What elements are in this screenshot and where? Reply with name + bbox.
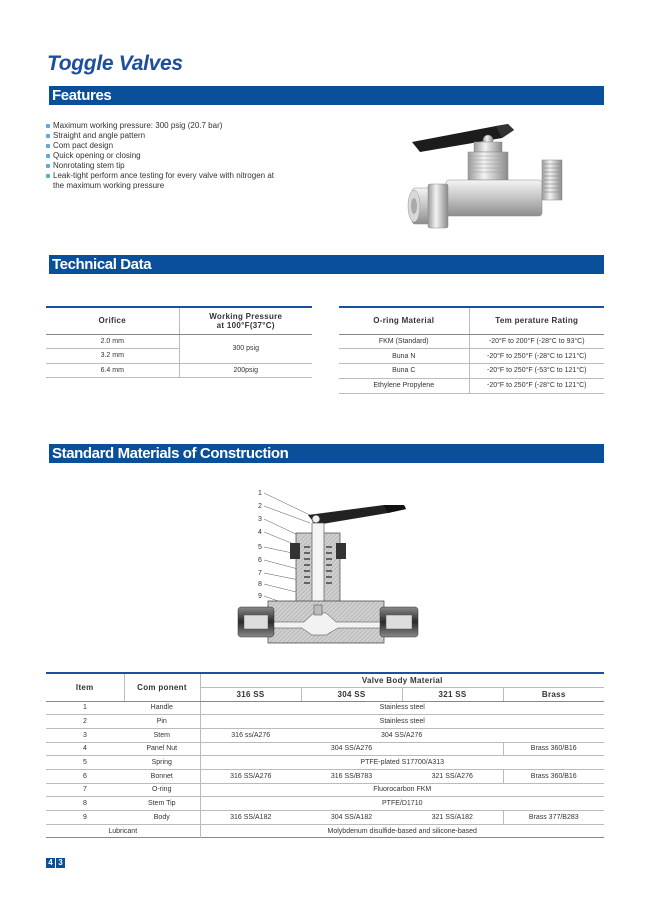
callout-7: 7 <box>258 570 262 577</box>
component-cell: Handle <box>124 701 200 715</box>
component-cell: Pin <box>124 715 200 729</box>
table-row <box>339 364 604 379</box>
orifice-cell: 3.2 mm <box>46 349 179 364</box>
lubricant-label: Lubricant <box>46 824 200 838</box>
table-row <box>46 728 604 742</box>
toggle-valve-photo <box>398 104 584 252</box>
temperature-cell: -20°F to 250°F (-53°C to 121°C) <box>469 364 604 379</box>
temperature-cell: -20°F to 200°F (-28°C to 93°C) <box>469 334 604 349</box>
component-cell: Bonnet <box>124 769 200 783</box>
table-row <box>46 783 604 797</box>
material-cell: 321 SS/A182 <box>402 811 503 825</box>
item-cell: 6 <box>46 769 124 783</box>
oring-material-cell: Ethylene Propylene <box>339 378 469 393</box>
callout-6: 6 <box>258 557 262 564</box>
feature-item: Quick opening or closing <box>46 151 286 161</box>
component-header: Com ponent <box>124 673 200 701</box>
feature-item: Maximum working pressure: 300 psig (20.7 bar) <box>46 121 286 131</box>
material-header-brass: Brass <box>503 687 604 701</box>
callout-1: 1 <box>258 490 262 497</box>
materials-table <box>46 672 604 838</box>
material-cell: PTFE-plated S17700/A313 <box>200 756 604 770</box>
features-heading: Features <box>52 87 112 104</box>
oring-table <box>339 306 604 394</box>
material-cell: 316 SS/A276 <box>200 769 301 783</box>
section-notch <box>46 444 49 463</box>
component-cell: Spring <box>124 756 200 770</box>
item-cell: 4 <box>46 742 124 756</box>
valve-cross-section-diagram <box>234 483 424 655</box>
material-header-316: 316 SS <box>200 687 301 701</box>
item-cell: 5 <box>46 756 124 770</box>
material-cell: 321 SS/A276 <box>402 769 503 783</box>
materials-heading: Standard Materials of Construction <box>52 445 289 462</box>
material-cell: Brass 360/B16 <box>503 742 604 756</box>
table-row <box>46 824 604 838</box>
temperature-header: Tem perature Rating <box>469 307 604 334</box>
callout-8: 8 <box>258 581 262 588</box>
table-row <box>46 769 604 783</box>
material-cell: Stainless steel <box>200 715 604 729</box>
material-cell: Fluorocarbon FKM <box>200 783 604 797</box>
material-cell: 316 ss/A276 <box>200 728 301 742</box>
component-cell: Panel Nut <box>124 742 200 756</box>
feature-item: Nonrotating stem tip <box>46 161 286 171</box>
material-cell: Stainless steel <box>200 701 604 715</box>
technical-heading: Technical Data <box>52 256 152 273</box>
table-row <box>339 349 604 364</box>
table-row <box>46 334 312 349</box>
table-row <box>46 715 604 729</box>
material-header-321: 321 SS <box>402 687 503 701</box>
feature-item: Straight and angle pattern <box>46 131 286 141</box>
table-row <box>46 811 604 825</box>
material-cell: 316 SS/B783 <box>301 769 402 783</box>
orifice-table <box>46 306 312 378</box>
page-number <box>46 858 65 868</box>
pressure-cell: 200psig <box>179 363 312 378</box>
temperature-cell: -20°F to 250°F (-28°C to 121°C) <box>469 378 604 393</box>
temperature-cell: -20°F to 250°F (-28°C to 121°C) <box>469 349 604 364</box>
table-row <box>46 756 604 770</box>
component-cell: Stem Tip <box>124 797 200 811</box>
item-cell: 2 <box>46 715 124 729</box>
pressure-cell: 300 psig <box>179 334 312 363</box>
section-notch <box>46 86 49 105</box>
valve-body-material-header: Valve Body Material <box>200 673 604 687</box>
orifice-cell: 6.4 mm <box>46 363 179 378</box>
oring-material-cell: FKM (Standard) <box>339 334 469 349</box>
material-cell: PTFE/D1710 <box>200 797 604 811</box>
section-notch <box>46 255 49 274</box>
page-title: Toggle Valves <box>47 52 183 75</box>
material-cell: Brass 377/B283 <box>503 811 604 825</box>
item-cell: 9 <box>46 811 124 825</box>
feature-item: Com pact design <box>46 141 286 151</box>
orifice-header: Orifice <box>46 307 179 334</box>
pressure-header-line2: at 100°F(37°C) <box>216 320 275 330</box>
material-header-304: 304 SS <box>301 687 402 701</box>
oring-material-cell: Buna N <box>339 349 469 364</box>
material-cell: 304 SS/A182 <box>301 811 402 825</box>
material-cell: 304 SS/A276 <box>301 728 604 742</box>
material-cell: Brass 360/B16 <box>503 769 604 783</box>
component-cell: Body <box>124 811 200 825</box>
item-cell: 8 <box>46 797 124 811</box>
item-cell: 1 <box>46 701 124 715</box>
callout-3: 3 <box>258 516 262 523</box>
item-header: Item <box>46 673 124 701</box>
oring-material-cell: Buna C <box>339 364 469 379</box>
item-cell: 3 <box>46 728 124 742</box>
table-row <box>46 797 604 811</box>
orifice-cell: 2.0 mm <box>46 334 179 349</box>
table-row <box>46 363 312 378</box>
item-cell: 7 <box>46 783 124 797</box>
pressure-header-line1: Working Pressure <box>209 311 283 321</box>
table-row <box>46 742 604 756</box>
lubricant-value: Molybdenum disulfide-based and silicone-based <box>200 824 604 838</box>
materials-section-bar <box>46 444 604 463</box>
page-number-digit: 4 <box>46 858 55 868</box>
component-cell: O-ring <box>124 783 200 797</box>
features-section-bar <box>46 86 604 105</box>
table-row <box>339 378 604 393</box>
page-number-digit: 3 <box>56 858 65 868</box>
callout-4: 4 <box>258 529 262 536</box>
material-cell: 316 SS/A182 <box>200 811 301 825</box>
callout-2: 2 <box>258 503 262 510</box>
callout-9: 9 <box>258 593 262 600</box>
features-list <box>46 121 286 191</box>
feature-item: Leak-tight perform ance testing for every valve with nitrogen at the maximum working pressure <box>46 171 286 191</box>
technical-section-bar <box>46 255 604 274</box>
table-row <box>46 701 604 715</box>
table-row <box>339 334 604 349</box>
callout-5: 5 <box>258 544 262 551</box>
component-cell: Stem <box>124 728 200 742</box>
material-cell: 304 SS/A276 <box>200 742 503 756</box>
pressure-header <box>179 307 312 334</box>
oring-material-header: O-ring Material <box>339 307 469 334</box>
